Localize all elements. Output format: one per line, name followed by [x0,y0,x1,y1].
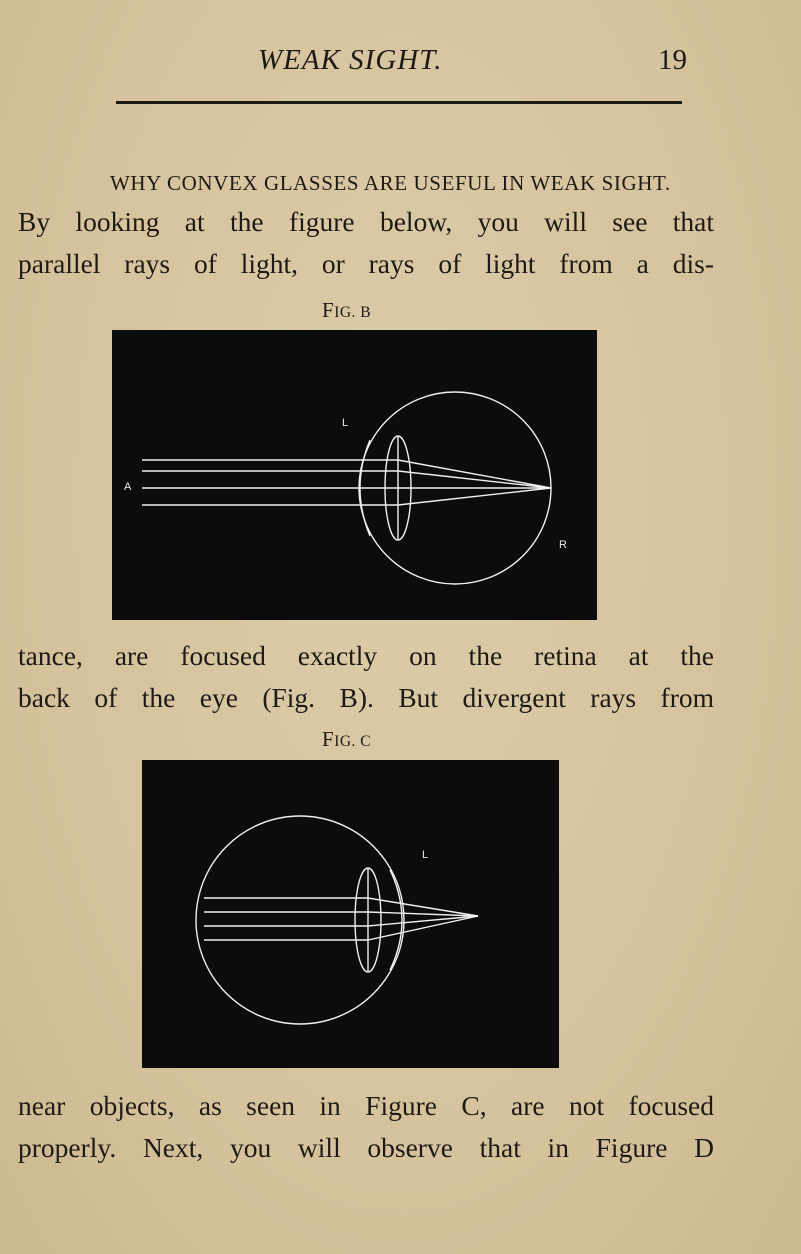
section-heading: WHY CONVEX GLASSES ARE USEFUL IN WEAK SIGHT. [110,171,671,195]
label-a: A [124,481,132,493]
text-line: By looking at the figure below, you will see that [18,206,714,237]
text-line: back of the eye (Fig. B). But divergent rays from [18,682,714,713]
text-line: properly. Next, you will observe that in Figure D [18,1132,714,1163]
refracted-ray [398,488,551,505]
figure-c-caption [322,727,371,752]
label-l: L [422,849,429,861]
page-number: 19 [658,44,687,76]
caption-initial: F [322,298,335,322]
caption-rest: IG. C [334,733,372,750]
text-line: near objects, as seen in Figure C, are not focused [18,1090,714,1121]
figure-b-caption [322,298,371,323]
caption-initial: F [322,727,335,751]
eye-diagram-c [142,760,559,1068]
text-line: parallel rays of light, or rays of light from a dis- [18,248,714,279]
header-rule [116,101,682,104]
label-r: R [559,539,567,551]
eye-diagram-b [112,330,597,620]
text-line: tance, are focused exactly on the retina at the [18,640,714,671]
caption-rest: IG. B [334,304,372,321]
figure-b-eye-diagram [112,330,597,620]
eyeball-outline [196,816,404,1024]
cornea [390,870,402,970]
running-head: WEAK SIGHT. [258,44,443,76]
divergent-ray [368,916,478,940]
figure-c-eye-diagram [142,760,559,1068]
divergent-ray [368,916,478,926]
label-l: L [342,417,349,429]
